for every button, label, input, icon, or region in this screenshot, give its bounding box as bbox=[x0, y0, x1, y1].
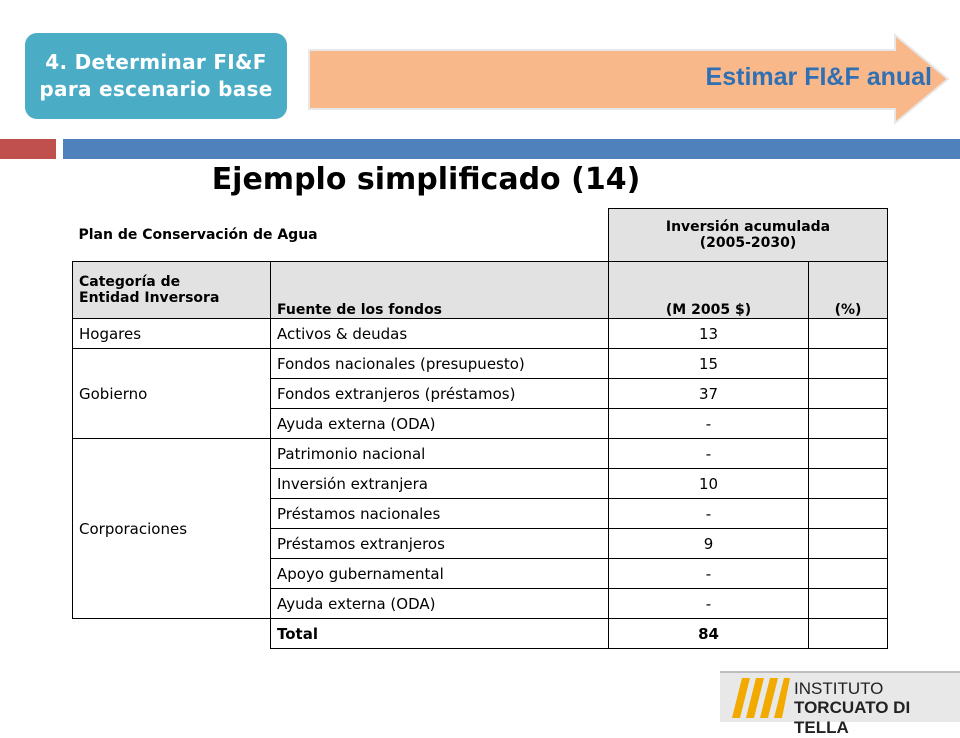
source-cell: Ayuda externa (ODA) bbox=[271, 589, 609, 619]
source-cell: Fondos extranjeros (préstamos) bbox=[271, 379, 609, 409]
logo-stripes-icon bbox=[732, 678, 790, 718]
percent-cell bbox=[809, 589, 888, 619]
source-cell: Fondos nacionales (presupuesto) bbox=[271, 349, 609, 379]
source-cell: Patrimonio nacional bbox=[271, 439, 609, 469]
amount-cell: - bbox=[609, 439, 809, 469]
total-amount: 84 bbox=[609, 619, 809, 649]
column-header-category-line1: Categoría de bbox=[79, 274, 181, 290]
column-header-amount bbox=[609, 262, 809, 319]
amount-cell: - bbox=[609, 409, 809, 439]
percent-cell bbox=[809, 319, 888, 349]
percent-cell bbox=[809, 499, 888, 529]
arrow-label: Estimar FI&F anual bbox=[705, 63, 932, 91]
step-box bbox=[25, 33, 287, 119]
total-label: Total bbox=[271, 619, 609, 649]
percent-cell bbox=[809, 469, 888, 499]
plan-label bbox=[73, 209, 609, 262]
percent-cell bbox=[809, 379, 888, 409]
table-row bbox=[73, 319, 888, 349]
accent-bar-blue bbox=[63, 139, 960, 159]
investment-header-line1: Inversión acumulada bbox=[665, 219, 831, 235]
investment-header bbox=[609, 209, 888, 262]
column-header-category-line2: Entidad Inversora bbox=[79, 290, 220, 306]
table-body bbox=[73, 319, 888, 619]
column-header-percent bbox=[809, 262, 888, 319]
column-header-category bbox=[73, 262, 271, 319]
total-percent bbox=[809, 619, 888, 649]
category-cell: Corporaciones bbox=[73, 439, 271, 619]
column-header-amount-text: (M 2005 $) bbox=[665, 302, 752, 318]
source-cell: Préstamos extranjeros bbox=[271, 529, 609, 559]
accent-bar-red bbox=[0, 139, 56, 159]
step-box-line2: para escenario base bbox=[39, 77, 273, 101]
source-cell: Activos & deudas bbox=[271, 319, 609, 349]
column-header-source-text: Fuente de los fondos bbox=[277, 302, 443, 318]
source-cell: Ayuda externa (ODA) bbox=[271, 409, 609, 439]
amount-cell: 10 bbox=[609, 469, 809, 499]
page-title: Ejemplo simplificado (14) bbox=[211, 162, 641, 197]
amount-cell: 9 bbox=[609, 529, 809, 559]
amount-cell: - bbox=[609, 559, 809, 589]
column-header-source bbox=[271, 262, 609, 319]
percent-cell bbox=[809, 409, 888, 439]
source-cell: Préstamos nacionales bbox=[271, 499, 609, 529]
step-box-line1: 4. Determinar FI&F bbox=[45, 50, 267, 74]
logo-line1: INSTITUTO bbox=[794, 679, 884, 698]
source-cell: Apoyo gubernamental bbox=[271, 559, 609, 589]
amount-cell: 15 bbox=[609, 349, 809, 379]
percent-cell bbox=[809, 559, 888, 589]
total-spacer bbox=[73, 619, 271, 649]
percent-cell bbox=[809, 349, 888, 379]
arrow-banner bbox=[305, 33, 950, 125]
investment-header-line2: (2005-2030) bbox=[699, 235, 797, 251]
percent-cell bbox=[809, 529, 888, 559]
percent-cell bbox=[809, 439, 888, 469]
logo-line2: TORCUATO DI TELLA bbox=[794, 698, 911, 737]
investment-table bbox=[72, 208, 888, 649]
column-header-percent-text: (%) bbox=[834, 302, 862, 318]
category-cell: Hogares bbox=[73, 319, 271, 349]
plan-label-text: Plan de Conservación de Agua bbox=[78, 226, 318, 243]
amount-cell: - bbox=[609, 589, 809, 619]
source-cell: Inversión extranjera bbox=[271, 469, 609, 499]
table-row bbox=[73, 349, 888, 379]
amount-cell: 13 bbox=[609, 319, 809, 349]
institution-logo bbox=[720, 671, 960, 737]
amount-cell: - bbox=[609, 499, 809, 529]
category-cell: Gobierno bbox=[73, 349, 271, 439]
amount-cell: 37 bbox=[609, 379, 809, 409]
table-row bbox=[73, 439, 888, 469]
